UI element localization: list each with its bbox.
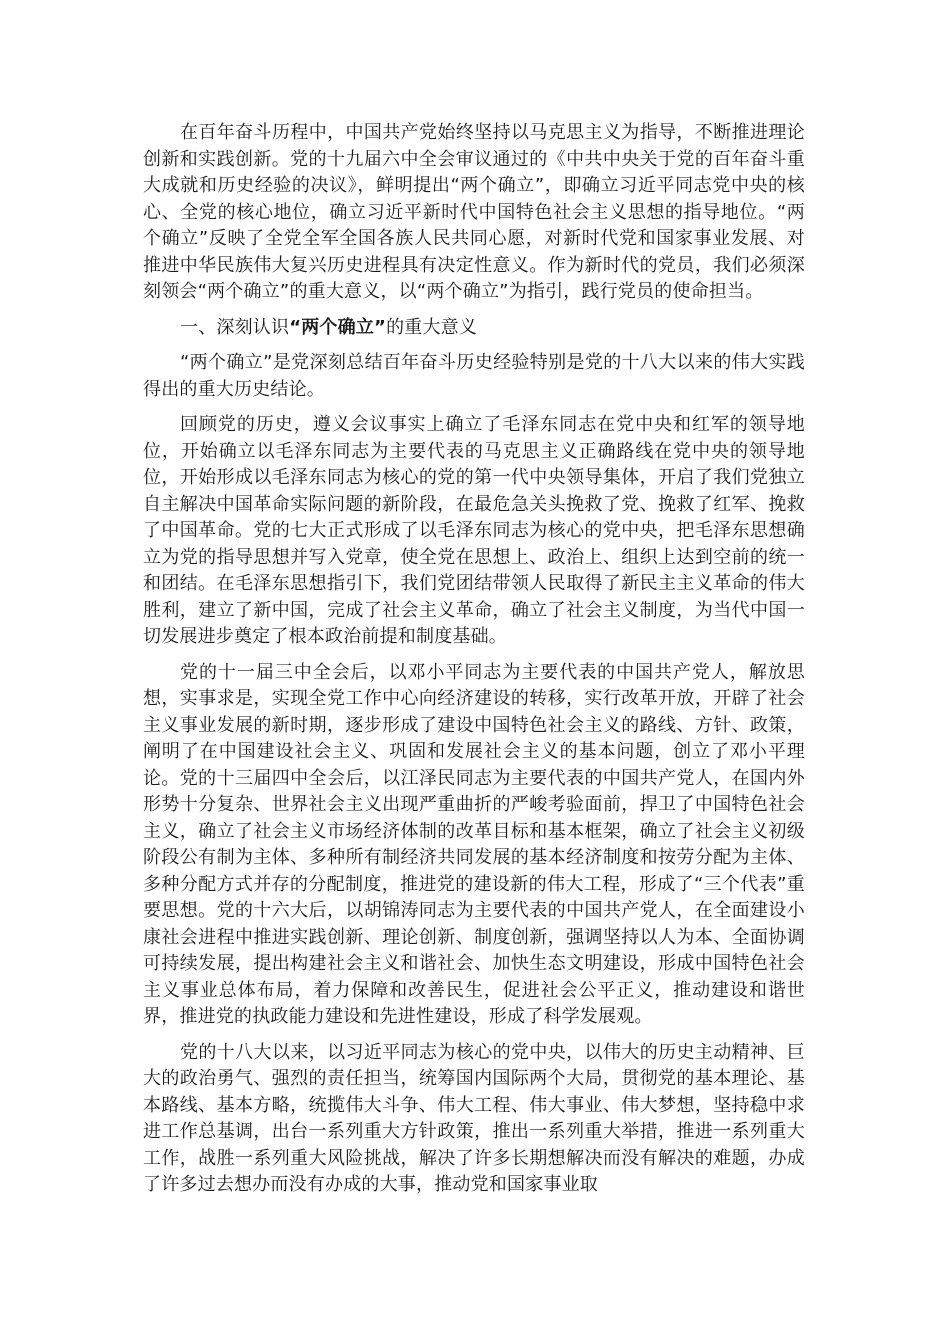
section-heading bbox=[143, 315, 805, 342]
body-paragraph-1: “两个确立”是党深刻总结百年奋斗历史经验特别是党的十八大以来的伟大实践得出的重大历史结论。 bbox=[143, 352, 805, 400]
body-paragraph-2: 回顾党的历史，遵义会议事实上确立了毛泽东同志在党中央和红军的领导地位，开始确立以毛泽东同志为主要代表的马克思主义正确路线在党中央的领导地位，开始形成以毛泽东同志为核心的党的第一代中央领导集体，开启了我们党独立自主解决中国革命实际问题的新阶段，在最危急关头挽救了党、挽救了红军、挽救了中国革命。党的七大正式形成了以毛泽东同志为核心的党中央，把毛泽东思想确立为党的指导思想并写入党章，使全党在思想上、政治上、组织上达到空前的统一和团结。在毛泽东思想指引下，我们党团结带领人民取得了新民主主义革命的伟大胜利，建立了新中国，完成了社会主义革命，确立了社会主义制度，为当代中国一切发展进步奠定了根本政治前提和制度基础。 bbox=[143, 414, 805, 647]
heading-bold-term: “两个确立” bbox=[289, 316, 387, 338]
body-paragraph-3: 党的十一届三中全会后，以邓小平同志为主要代表的中国共产党人，解放思想，实事求是，实现全党工作中心向经济建设的转移，实行改革开放，开辟了社会主义事业发展的新时期，逐步形成了建设中国特色社会主义的路线、方针、政策，阐明了在中国建设社会主义、巩固和发展社会主义的基本问题，创立了邓小平理论。党的十三届四中全会后，以江泽民同志为主要代表的中国共产党人，在国内外形势十分复杂、世界社会主义出现严重曲折的严峻考验面前，捍卫了中国特色社会主义，确立了社会主义市场经济体制的改革目标和基本框架，确立了社会主义初级阶段公有制为主体、多种所有制经济共同发展的基本经济制度和按劳分配为主体、多种分配方式并存的分配制度，推进党的建设新的伟大工程，形成了“三个代表”重要思想。党的十六大后，以胡锦涛同志为主要代表的中国共产党人，在全面建设小康社会进程中推进实践创新、理论创新、制度创新，强调坚持以人为本、全面协调可持续发展，提出构建社会主义和谐社会、加快生态文明建设，形成中国特色社会主义事业总体布局，着力保障和改善民生，促进社会公平正义，推动建设和谐世界，推进党的执政能力建设和先进性建设，形成了科学发展观。 bbox=[143, 661, 805, 1027]
heading-prefix: 一、深刻认识 bbox=[180, 316, 290, 338]
heading-suffix: 的重大意义 bbox=[386, 316, 478, 338]
intro-paragraph: 在百年奋斗历程中，中国共产党始终坚持以马克思主义为指导，不断推进理论创新和实践创新。党的十九届六中全会审议通过的《中共中央关于党的百年奋斗重大成就和历史经验的决议》，鲜明提出“两个确立”，即确立习近平同志党中央的核心、全党的核心地位，确立习近平新时代中国特色社会主义思想的指导地位。“两个确立”反映了全党全军全国各族人民共同心愿，对新时代党和国家事业发展、对推进中华民族伟大复兴历史进程具有决定性意义。作为新时代的党员，我们必须深刻领会“两个确立”的重大意义，以“两个确立”为指引，践行党员的使命担当。 bbox=[143, 122, 805, 302]
document-page bbox=[143, 120, 805, 1208]
body-paragraph-4: 党的十八大以来，以习近平同志为核心的党中央，以伟大的历史主动精神、巨大的政治勇气、强烈的责任担当，统筹国内国际两个大局，贯彻党的基本理论、基本路线、基本方略，统揽伟大斗争、伟大工程、伟大事业、伟大梦想，坚持稳中求进工作总基调，出台一系列重大方针政策，推出一系列重大举措，推进一系列重大工作，战胜一系列重大风险挑战，解决了许多长期想解决而没有解决的难题，办成了许多过去想办而没有办成的大事，推动党和国家事业取 bbox=[143, 1041, 805, 1195]
